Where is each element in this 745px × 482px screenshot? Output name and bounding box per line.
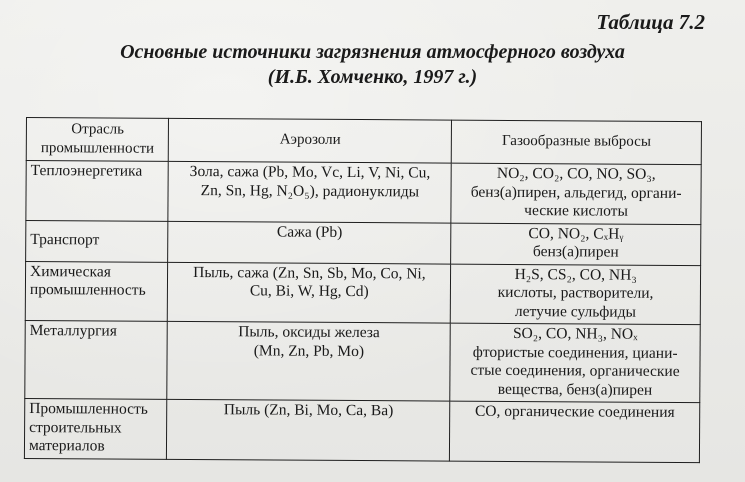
cell-industry: Металлургия — [25, 320, 168, 399]
title-line-2: (И.Б. Хомченко, 1997 г.) — [267, 66, 478, 88]
cell-aerosols: Зола, сажа (Pb, Mo, Vc, Li, V, Ni, Cu, Zn, Sn, Hg, N₂O₅), радионуклиды — [168, 161, 451, 222]
table-row — [25, 261, 700, 325]
cell-industry: Транспорт — [26, 220, 169, 262]
table-row — [26, 220, 701, 265]
table-row — [24, 398, 699, 462]
table-row — [25, 320, 700, 402]
cell-industry: Промышленность строительных материалов — [24, 398, 167, 458]
table-row — [26, 161, 701, 225]
table-number: Таблица 7.2 — [596, 10, 705, 34]
header-aerosols: Аэрозоли — [169, 118, 452, 163]
cell-gases: H₂S, CS₂, CO, NH₃ кислоты, растворители, летучие сульфиды — [450, 264, 700, 325]
table-title — [0, 40, 745, 90]
cell-industry: Химическая промышленность — [25, 261, 168, 321]
header-industry: Отрасль промышленности — [26, 118, 169, 162]
cell-gases: SO₂, CO, NH₃, NOₓ фтористые соединения, циани- стые соединения, органические вещества, бенз(а)пирен — [450, 323, 700, 403]
cell-aerosols: Сажа (Pb) — [168, 221, 451, 264]
cell-aerosols: Пыль, сажа (Zn, Sn, Sb, Mo, Co, Ni, Cu, Bi, W, Hg, Cd) — [168, 262, 451, 323]
cell-aerosols: Пыль, оксиды железа (Mn, Zn, Pb, Mo) — [167, 321, 450, 401]
cell-aerosols: Пыль (Zn, Bi, Mo, Ca, Ba) — [167, 399, 450, 460]
pollution-sources-table — [24, 117, 702, 463]
cell-gases: NO₂, CO₂, CO, NO, SO₃, бенз(а)пирен, альдегид, органи- ческие кислоты — [451, 163, 701, 224]
header-gases: Газообразные выбросы — [451, 120, 701, 165]
cell-gases: CO, NO₂, CₓHᵧ бенз(а)пирен — [451, 223, 701, 266]
cell-gases: CO, органические соединения — [450, 401, 700, 462]
title-line-1: Основные источники загрязнения атмосферного воздуха — [120, 41, 625, 63]
cell-industry: Теплоэнергетика — [26, 161, 169, 221]
header-row — [26, 118, 701, 165]
